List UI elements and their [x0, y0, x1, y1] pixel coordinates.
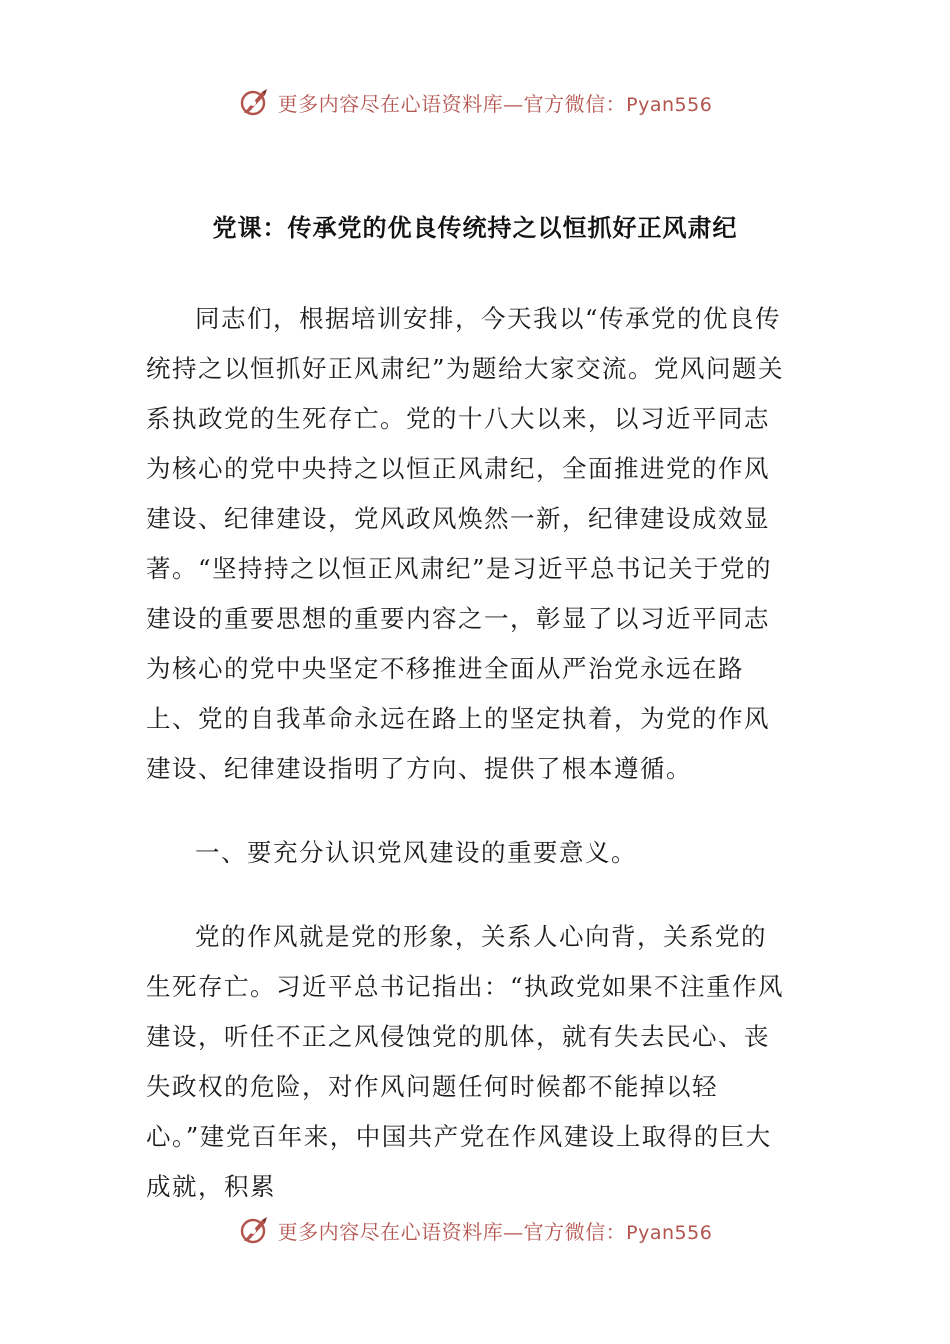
banner-label: 更多内容尽在心语资料库—官方微信： — [277, 1219, 627, 1244]
header-banner — [0, 82, 950, 122]
footer-banner — [0, 1210, 950, 1250]
paragraph-intro: 同志们，根据培训安排，今天我以“传承党的优良传统持之以恒抓好正风肃纪”为题给大家交流。党风问题关系执政党的生死存亡。党的十八大以来，以习近平同志为核心的党中央持之以恒正风肃纪，全面推进党的作风建设、纪律建设，党风政风焕然一新，纪律建设成效显著。“坚持持之以恒正风肃纪”是习近平总书记关于党的建设的重要思想的重要内容之一，彰显了以习近平同志为核心的党中央坚定不移推进全面从严治党永远在路上、党的自我革命永远在路上的坚定执着，为党的作风建设、纪律建设指明了方向、提供了根本遵循。 — [146, 304, 785, 783]
banner-text — [278, 1216, 713, 1245]
paragraph-section-1: 党的作风就是党的形象，关系人心向背，关系党的生死存亡。习近平总书记指出：“执政党如果不注重作风建设，听任不正之风侵蚀党的肌体，就有失去民心、丧失政权的危险，对作风问题任何时候都不能掉以轻心。”建党百年来，中国共产党在作风建设上取得的巨大成就，积累 — [146, 922, 785, 1201]
section-heading-1: 一、要充分认识党风建设的重要意义。 — [195, 838, 637, 867]
banner-wechat-id: Pyan556 — [626, 1221, 713, 1244]
banner-text — [278, 88, 713, 117]
banner-wechat-id: Pyan556 — [626, 93, 713, 116]
quill-pen-logo-icon — [238, 86, 270, 118]
banner-label: 更多内容尽在心语资料库—官方微信： — [277, 91, 627, 116]
document-title: 党课：传承党的优良传统持之以恒抓好正风肃纪 — [212, 214, 738, 242]
quill-pen-logo-icon — [238, 1214, 270, 1246]
